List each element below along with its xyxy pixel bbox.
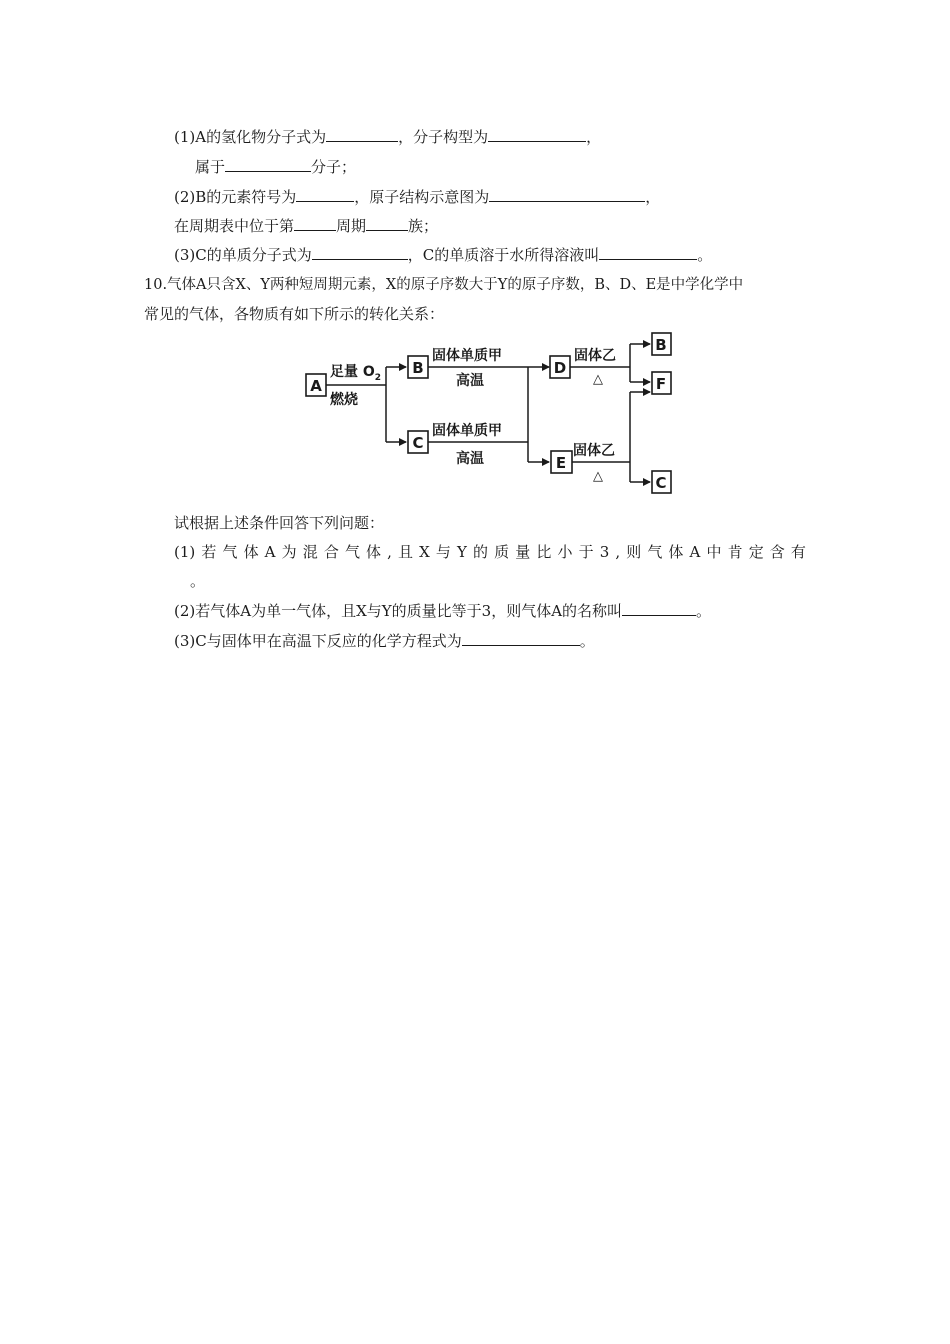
q9-p3-text-a: (3)C的单质分子式为 — [174, 246, 312, 264]
q10-s2-text: (2)若气体A为单一气体，且X与Y的质量比等于3，则气体A的名称叫 — [174, 602, 623, 620]
label-solid-yi-top: 固体乙 — [574, 348, 616, 364]
box-b-output-label: B — [655, 336, 667, 354]
q10-s1-char: 为 — [281, 543, 297, 561]
q10-s1-char: 气 — [344, 543, 360, 561]
q10-s2-blank[interactable] — [622, 601, 696, 616]
box-d-label: D — [553, 359, 567, 377]
q9-p1-blank-1[interactable] — [326, 127, 398, 142]
box-c-label: C — [412, 434, 424, 452]
q10-s1-char: 小 — [557, 543, 573, 561]
q10-s1-char: (1) — [174, 543, 196, 561]
q10-stem-1: 10.气体A只含X、Y两种短周期元素，X的原子序数大于Y的原子序数，B、D、E是中学化学中 — [144, 277, 744, 293]
label-burn: 燃烧 — [330, 392, 358, 408]
q9-p3-blank-1[interactable] — [312, 245, 408, 260]
q10-s1-char: 若 — [201, 543, 217, 561]
q10-s1-char: 且 — [398, 543, 414, 561]
q10-s1-char: 体 — [243, 543, 259, 561]
label-o2: 足量 $O_2$ — [330, 364, 382, 383]
q9-p1-text-b: ，分子构型为 — [398, 128, 489, 146]
box-c-output-label: C — [655, 474, 667, 492]
q10-s1-char: 中 — [706, 543, 722, 561]
box-f-label: F — [655, 375, 667, 393]
label-high-temp-bottom: 高温 — [456, 451, 484, 467]
q10-s1-char: 含 — [769, 543, 785, 561]
heat-symbol-top: △ — [593, 372, 603, 387]
q10-s1-char: A — [264, 543, 276, 561]
q9-line-4 — [174, 216, 438, 236]
q9-p3-text-b: ，C的单质溶于水所得溶液叫 — [407, 246, 600, 264]
q10-prompt — [174, 513, 384, 533]
box-b-label: B — [412, 359, 424, 377]
q10-s1-line — [174, 542, 806, 562]
q9-p2-text-a: (2)B的元素符号为 — [174, 188, 297, 206]
q9-p3-text-c: 。 — [697, 246, 713, 264]
label-solid-yi-bottom: 固体乙 — [573, 443, 615, 459]
q10-s1-char: 肯 — [727, 543, 743, 561]
q9-line-2 — [195, 157, 356, 177]
q10-s2-line — [174, 601, 711, 621]
q9-p1-text-a: (1)A的氢化物分子式为 — [174, 128, 327, 146]
q10-s1-char: 量 — [515, 543, 531, 561]
q10-stem-line-1 — [144, 275, 743, 295]
conversion-diagram — [300, 330, 690, 495]
q9-p1-text-d: 属于 — [195, 158, 226, 176]
q10-prompt-text: 试根据上述条件回答下列问题： — [174, 514, 385, 532]
box-a-label: A — [310, 377, 322, 395]
q9-line-5 — [174, 245, 712, 265]
q10-s1-char: , — [387, 543, 392, 561]
q10-s1-char: , — [615, 543, 621, 561]
q9-line-3 — [174, 187, 660, 207]
q10-s1-char: Y — [457, 543, 467, 561]
q10-s1-char: 气 — [222, 543, 238, 561]
q10-s1-char: 比 — [536, 543, 552, 561]
q10-s2-end: 。 — [696, 602, 712, 620]
label-solid-jia-bottom: 固体单质甲 — [432, 423, 502, 439]
q10-s3-end: 。 — [579, 632, 595, 650]
q10-s1-char: 有 — [790, 543, 806, 561]
q10-s1-char: 合 — [323, 543, 339, 561]
q10-s3-line — [174, 631, 595, 651]
q10-s1-char: 定 — [748, 543, 764, 561]
q10-s1-char: 于 — [578, 543, 594, 561]
q10-s1-char: 气 — [647, 543, 663, 561]
q9-p2-blank-1[interactable] — [296, 187, 354, 202]
q9-p2-blank-4[interactable] — [366, 216, 408, 231]
q9-p2-text-d: 在周期表中位于第 — [174, 217, 295, 235]
q10-s1-char: 质 — [494, 543, 510, 561]
q9-p1-text-e: 分子； — [311, 158, 357, 176]
q9-p1-blank-2[interactable] — [488, 127, 586, 142]
heat-symbol-bottom: △ — [593, 469, 603, 484]
box-e-label: E — [555, 454, 567, 472]
label-solid-jia-top: 固体单质甲 — [432, 348, 502, 364]
q10-s3-text: (3)C与固体甲在高温下反应的化学方程式为 — [174, 632, 462, 650]
q10-s1-char: 体 — [668, 543, 684, 561]
q10-s1-char: A — [689, 543, 701, 561]
q9-p1-text-c: ， — [586, 128, 602, 146]
q9-p2-text-e: 周期 — [336, 217, 367, 235]
q10-s1-char: 体 — [366, 543, 382, 561]
q9-p2-blank-2[interactable] — [489, 187, 645, 202]
q9-p2-text-b: ，原子结构示意图为 — [354, 188, 490, 206]
q10-s1-char: X — [419, 543, 430, 561]
q10-stem-line-2 — [144, 304, 444, 324]
q10-s1-char: 3 — [599, 543, 610, 561]
q9-line-1 — [174, 127, 601, 147]
label-high-temp-top: 高温 — [456, 373, 484, 389]
q10-s1-char: 混 — [302, 543, 318, 561]
q10-s1-end: 。 — [190, 572, 206, 590]
q10-s1-char: 则 — [626, 543, 642, 561]
q10-stem-2: 常见的气体，各物质有如下所示的转化关系： — [144, 305, 445, 323]
q10-s1-char: 与 — [435, 543, 451, 561]
q9-p1-blank-3[interactable] — [225, 157, 311, 172]
q9-p3-blank-2[interactable] — [599, 245, 697, 260]
q10-s3-blank[interactable] — [462, 631, 580, 646]
q9-p2-text-f: 族； — [408, 217, 439, 235]
q9-p2-text-c: ， — [645, 188, 661, 206]
q9-p2-blank-3[interactable] — [294, 216, 336, 231]
q10-s1-char: 的 — [473, 543, 489, 561]
q10-s1-end-line — [190, 571, 205, 591]
